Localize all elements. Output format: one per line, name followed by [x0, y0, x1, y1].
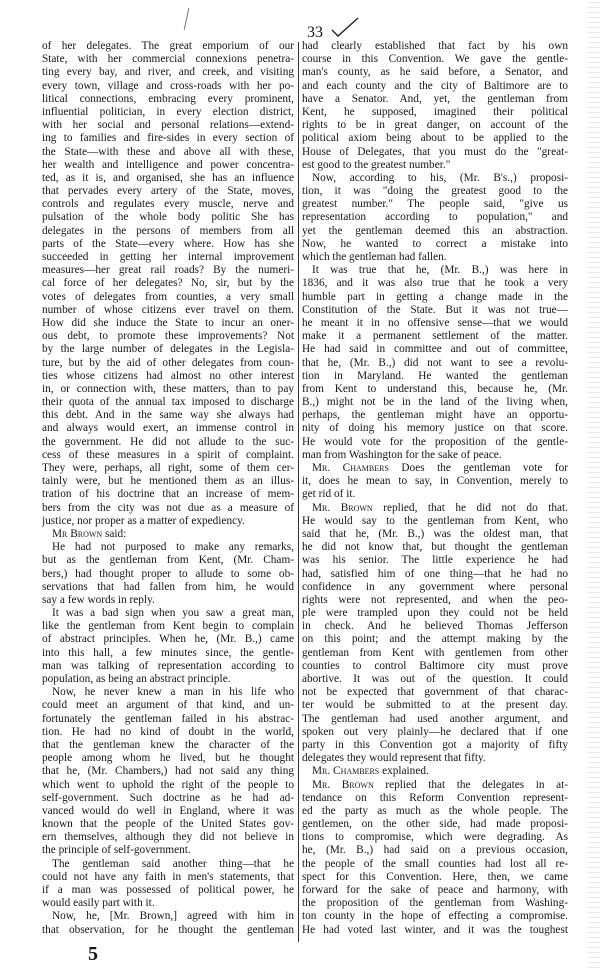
- text-line: [42, 251, 294, 264]
- page-edge: [588, 0, 600, 970]
- line-text: man's county, as he said before, a Senator, and: [302, 66, 568, 79]
- line-text: man was talking of representation according to: [42, 659, 294, 672]
- paragraph: [302, 502, 568, 766]
- text-line: [302, 264, 568, 277]
- speaker-name: Mr. Brown: [312, 501, 373, 514]
- text-line: [42, 871, 294, 884]
- line-text: servations that had fallen from him, he would: [42, 580, 294, 593]
- line-text: tion, it was "doing the greatest good to the: [302, 185, 568, 198]
- text-line: [302, 660, 568, 673]
- text-line: [42, 502, 294, 515]
- line-text: known that the people of the United States gov-: [42, 818, 294, 831]
- line-text: Now, according to his, (Mr. B's.,) proposi-: [312, 171, 568, 184]
- text-line: [302, 633, 568, 646]
- line-text: spect for this Convention. Here, then, we came: [302, 870, 568, 883]
- line-text: on this point; and the attempt making by the: [302, 633, 568, 646]
- text-line: [302, 409, 568, 422]
- line-text: and each county and the city of Baltimore are to: [302, 79, 568, 92]
- text-line: [42, 660, 294, 673]
- line-text: justice, nor proper as a matter of expediency.: [42, 514, 245, 527]
- text-line: [42, 106, 294, 119]
- text-line: [42, 765, 294, 778]
- line-text: ter would be submitted to at the present day.: [302, 699, 568, 712]
- text-line: [302, 752, 568, 765]
- text-line: [302, 475, 568, 488]
- text-line: [42, 607, 294, 620]
- line-text: that he, (Mr. B.,) did not want to see a revolu-: [302, 356, 568, 369]
- line-text: rights to be in great danger, on account of the: [302, 119, 568, 132]
- line-text: ous debt, to promote these improvements? Not: [42, 330, 294, 343]
- text-line: [302, 568, 568, 581]
- text-line: [42, 304, 294, 317]
- line-text: They were, perhaps, all right, some of them cer-: [42, 462, 294, 474]
- line-text: that observation, for he thought the gentleman: [42, 923, 294, 936]
- text-line: [42, 225, 294, 238]
- line-text: confidence in any government where personal: [302, 580, 568, 593]
- line-text: say a few words in reply.: [42, 593, 155, 606]
- line-text: he meant it in no offensive sense—that we would: [302, 316, 568, 329]
- text-line: [42, 752, 294, 765]
- text-line: [42, 831, 294, 844]
- text-line: [302, 317, 568, 330]
- line-text: Now, he, [Mr. Brown,] agreed with him in: [52, 910, 294, 923]
- text-line: [42, 739, 294, 752]
- line-text: est good to the greatest number.": [302, 158, 451, 171]
- text-line: [302, 897, 568, 910]
- text-line: [302, 396, 568, 409]
- text-line: [42, 264, 294, 277]
- text-line: [42, 818, 294, 831]
- line-text: ed the party as much as the whole people. The: [302, 804, 568, 817]
- column-rule: [298, 42, 299, 942]
- line-text: House of Delegates, that you must do the "great-: [302, 145, 568, 158]
- line-text: He would vote for the proposition of the gentle-: [302, 435, 568, 448]
- line-text: that the gentleman knew the character of the: [42, 738, 294, 751]
- text-line: [302, 449, 568, 462]
- line-text: yet the gentleman deemed this an abstraction.: [302, 224, 568, 237]
- line-text: ing to families and fire-sides in every section of: [42, 132, 294, 145]
- line-text: political axiom being about to be applied to the: [302, 132, 568, 145]
- line-text: Now, he wanted to correct a mistake into: [302, 237, 568, 250]
- line-text: the principle of self-government.: [42, 844, 191, 857]
- paragraph: [302, 779, 568, 937]
- paragraph: [42, 541, 294, 607]
- text-line: [302, 871, 568, 884]
- text-line: [42, 910, 294, 923]
- text-line: [42, 713, 294, 726]
- line-text: abortive. It was out of the question. It could: [302, 673, 568, 685]
- line-text: party in this Convention got a majority of fifty: [302, 738, 568, 751]
- text-line: [302, 805, 568, 818]
- line-text: He had said in committee and out of committee,: [302, 343, 568, 356]
- text-line: [42, 93, 294, 106]
- text-line: [302, 765, 568, 778]
- text-line: [302, 858, 568, 871]
- text-line: [302, 673, 568, 686]
- line-text: Now, he never knew a man in his life who: [52, 686, 294, 699]
- line-text: their quota of the annual tax imposed to discharge: [42, 396, 294, 409]
- text-line: [302, 370, 568, 383]
- paragraph: [302, 40, 568, 172]
- text-line: [302, 554, 568, 567]
- line-text: have a Senator. And, yet, the gentleman from: [302, 92, 568, 105]
- text-line: [302, 436, 568, 449]
- text-line: [302, 119, 568, 132]
- line-text: the proposition of the gentleman from Washing-: [302, 897, 568, 910]
- text-line: [302, 53, 568, 66]
- text-line: [302, 304, 568, 317]
- text-line: [302, 502, 568, 515]
- line-text: had clearly established that fact by his own: [302, 40, 568, 52]
- text-line: [42, 647, 294, 660]
- text-line: [302, 739, 568, 752]
- text-line: [42, 119, 294, 132]
- text-line: [42, 844, 294, 857]
- text-line: [42, 726, 294, 739]
- line-text: gentleman from Kent with gentlemen from other: [302, 646, 568, 659]
- text-line: [302, 594, 568, 607]
- text-line: [42, 238, 294, 251]
- speaker-name: Mr. Chambers: [312, 765, 380, 778]
- text-line: [302, 330, 568, 343]
- line-text: in, or connection with, these matters, than to pay: [42, 382, 294, 395]
- line-text: bers from the city was not due as a measure of: [42, 501, 294, 514]
- text-line: [302, 225, 568, 238]
- text-line: [302, 607, 568, 620]
- line-text: measures—her great rail roads? By the numeri-: [42, 264, 294, 277]
- line-text: could not have any faith in men's statements, that: [42, 870, 294, 883]
- text-line: [302, 884, 568, 897]
- text-line: [302, 779, 568, 792]
- text-line: [42, 541, 294, 554]
- line-text: tendance on this Reform Convention represent-: [302, 791, 568, 804]
- text-line: [42, 620, 294, 633]
- page-number: 33: [307, 24, 323, 41]
- line-text: could meet an argument of that kind, and un-: [42, 699, 294, 712]
- line-text: perhaps, the gentleman might have an opportu-: [302, 409, 568, 422]
- text-line: [302, 831, 568, 844]
- text-line: [302, 132, 568, 145]
- line-text: greatest number." The people said, "give us: [302, 198, 568, 211]
- line-text: get rid of it.: [302, 488, 356, 501]
- line-text: Kent, he supposed, imagined their political: [302, 105, 568, 118]
- line-text: population, as being an abstract principle.: [42, 673, 231, 685]
- line-text: ture, but by the aid of other delegates from coun-: [42, 356, 294, 369]
- line-text: of abstract principles. When he, (Mr. B.,) came: [42, 633, 294, 646]
- line-text: it, does he mean to say, in Convention, merely to: [302, 475, 568, 488]
- text-line: [42, 858, 294, 871]
- line-text: succeeded in getting her internal improvement: [42, 251, 294, 263]
- line-text: not be expected that government of that charac-: [302, 686, 568, 699]
- line-text: the people of the small counties had lost all re-: [302, 857, 568, 870]
- line-text: he, (Mr. B.,) had said on a previous occasion,: [302, 844, 568, 857]
- text-line: [42, 159, 294, 172]
- text-line: [42, 673, 294, 686]
- line-text: had, satisfied him of one thing—that he had no: [302, 567, 568, 580]
- line-text: that he, (Mr. Chambers,) had not said any thing: [42, 765, 294, 778]
- text-line: [42, 554, 294, 567]
- line-text: Does the gentleman vote for: [388, 462, 568, 474]
- text-line: [42, 436, 294, 449]
- line-text: He would say to the gentleman from Kent, who: [302, 514, 568, 527]
- paragraph: [302, 264, 568, 462]
- text-line: [302, 146, 568, 159]
- text-line: [302, 343, 568, 356]
- line-text: and always would exert, an immense control in: [42, 422, 294, 435]
- line-text: parts of the State—every where. How has she: [42, 237, 294, 250]
- text-line: [42, 924, 294, 937]
- line-text: delegates in the persons of members from all: [42, 224, 294, 237]
- text-line: [302, 172, 568, 185]
- text-line: [302, 159, 568, 172]
- paragraph: [42, 40, 294, 528]
- line-text: ting every bay, and river, and creek, and visiting: [42, 66, 294, 79]
- text-line: [302, 422, 568, 435]
- text-line: [302, 211, 568, 224]
- text-line: [42, 422, 294, 435]
- text-line: [42, 198, 294, 211]
- line-text: State, with her commercial connexions penetra-: [42, 53, 294, 66]
- text-line: [302, 383, 568, 396]
- line-text: litical connections, embracing every prominent,: [42, 92, 294, 105]
- line-text: cess of these measures in a spirit of complaint.: [42, 448, 294, 461]
- line-text: tion in Maryland. He wanted the gentleman: [302, 369, 568, 382]
- paragraph: [42, 910, 294, 936]
- line-text: explained.: [379, 765, 429, 778]
- line-text: nity of doing his memory justice on that score.: [302, 422, 568, 435]
- paragraph: [42, 528, 294, 541]
- line-text: replied, that he did not do that.: [372, 501, 568, 514]
- paragraph: [42, 607, 294, 686]
- text-line: [42, 40, 294, 53]
- line-text: How did she induce the State to incur an oner-: [42, 316, 294, 329]
- text-line: [42, 80, 294, 93]
- line-text: pulsation of the whole body politic She has: [42, 211, 294, 224]
- line-text: fortunately the gentleman failed in his abstrac-: [42, 712, 294, 725]
- text-line: [42, 343, 294, 356]
- line-text: the government. He did not allude to the suc-: [42, 435, 294, 448]
- text-line: [42, 779, 294, 792]
- line-text: bers,) had thought proper to allude to some ob-: [42, 567, 294, 580]
- text-line: [42, 594, 294, 607]
- line-text: tration of his doctrine that an increase of mem-: [42, 488, 294, 501]
- line-text: the State—with these and above all with these,: [42, 145, 294, 158]
- pencil-mark: [184, 8, 190, 30]
- text-line: [42, 488, 294, 501]
- text-line: [302, 66, 568, 79]
- text-line: [42, 330, 294, 343]
- line-text: 1836, and it was also true that he took a very: [302, 277, 568, 290]
- line-text: ties whose citizens had almost no other interest: [42, 369, 294, 382]
- left-column: [42, 40, 294, 937]
- line-text: would easily part with it.: [42, 897, 155, 910]
- text-line: [302, 515, 568, 528]
- line-text: make it a permanent settlement of the matter.: [302, 330, 568, 343]
- line-text: ted, as it is, and organised, she has an influence: [42, 171, 294, 184]
- text-line: [302, 291, 568, 304]
- text-line: [42, 146, 294, 159]
- text-line: [302, 581, 568, 594]
- line-text: said that he, (Mr. B.,) was the oldest man, that: [302, 527, 568, 540]
- line-text: man from Washington for the sake of peace.: [302, 448, 502, 461]
- text-line: [42, 475, 294, 488]
- text-line: [42, 66, 294, 79]
- line-text: said:: [102, 527, 127, 540]
- line-text: gentlemen, on the other side, had made proposi-: [302, 818, 568, 831]
- text-line: [42, 515, 294, 528]
- line-text: Constitution of the State. But it was not true—: [302, 303, 568, 316]
- line-text: The gentleman had used another argument, and: [302, 712, 568, 725]
- text-line: [302, 93, 568, 106]
- line-text: he did not know that, but thought the gentleman: [302, 541, 568, 554]
- line-text: He had voted last winter, and it was the toughest: [302, 923, 568, 936]
- speaker-name: Mr Brown: [52, 527, 103, 540]
- line-text: in check. And he believed Thomas Jefferson: [302, 620, 568, 633]
- text-line: [302, 251, 568, 264]
- text-line: [302, 277, 568, 290]
- speaker-name: Mr. Chambers: [312, 462, 389, 474]
- line-text: rights were not represented, and when the peo-: [302, 593, 568, 606]
- line-text: delegates they would represent that fifty.: [302, 752, 486, 765]
- text-line: [302, 357, 568, 370]
- text-line: [302, 924, 568, 937]
- line-text: The gentleman said another thing—that he: [52, 857, 294, 870]
- text-line: [302, 238, 568, 251]
- line-text: every town, village and cross-roads with her po-: [42, 79, 294, 92]
- text-line: [42, 357, 294, 370]
- line-text: ple were trampled upon they could not be held: [302, 607, 568, 620]
- text-line: [42, 277, 294, 290]
- line-text: He had not purposed to make any remarks,: [52, 541, 294, 554]
- text-line: [42, 291, 294, 304]
- text-line: [302, 699, 568, 712]
- line-text: with her social and personal relations—extend-: [42, 119, 294, 132]
- paragraph: [42, 858, 294, 911]
- line-text: B.,) might not be in the land of the living when,: [302, 396, 568, 409]
- text-line: [42, 211, 294, 224]
- right-column: [302, 40, 568, 937]
- paragraph: [42, 686, 294, 857]
- line-text: tion. He had no kind of doubt in the world,: [42, 725, 294, 738]
- line-text: ton county in the hope of effecting a compromise.: [302, 910, 568, 923]
- text-line: [302, 198, 568, 211]
- line-text: which the gentleman had fallen.: [302, 251, 447, 263]
- line-text: It was true that he, (Mr. B.,) was here in: [312, 264, 568, 277]
- paragraph: [302, 462, 568, 502]
- line-text: controls and regulates every muscle, nerve and: [42, 198, 294, 211]
- text-line: [302, 185, 568, 198]
- line-text: people among whom he lived, but he thought: [42, 752, 294, 765]
- text-line: [302, 40, 568, 53]
- text-line: [42, 409, 294, 422]
- line-text: course in this Convention. We gave the gentle-: [302, 53, 568, 66]
- text-line: [42, 396, 294, 409]
- text-line: [302, 462, 568, 475]
- text-line: [42, 792, 294, 805]
- line-text: if a man was possessed of political power, he: [42, 884, 294, 896]
- line-text: influential politician, in every election district,: [42, 105, 294, 118]
- paragraph: [302, 765, 568, 778]
- text-line: [302, 713, 568, 726]
- signature-mark: 5: [88, 943, 98, 965]
- line-text: cal force of her delegates? No, sir, but by the: [42, 277, 294, 290]
- speaker-name: Mr. Brown: [312, 778, 374, 791]
- line-text: which went to uphold the right of the people to: [42, 778, 294, 791]
- line-text: tions to compromise, which were degrading. As: [302, 831, 568, 844]
- checkmark-icon: [330, 16, 360, 38]
- text-line: [302, 620, 568, 633]
- text-line: [42, 132, 294, 145]
- line-text: It was a bad sign when you saw a great man,: [52, 607, 294, 620]
- text-line: [42, 383, 294, 396]
- text-line: [42, 172, 294, 185]
- line-text: this debt. And in the same way she always had: [42, 409, 294, 422]
- line-text: of her delegates. The great emporium of our: [42, 40, 294, 52]
- text-line: [302, 106, 568, 119]
- paragraph: [302, 172, 568, 264]
- text-line: [42, 53, 294, 66]
- line-text: ern themselves, although they did not believe in: [42, 831, 294, 844]
- text-line: [42, 462, 294, 475]
- text-line: [42, 805, 294, 818]
- text-line: [42, 449, 294, 462]
- text-line: [302, 686, 568, 699]
- text-line: [302, 844, 568, 857]
- text-line: [302, 910, 568, 923]
- text-line: [302, 488, 568, 501]
- text-line: [302, 818, 568, 831]
- text-line: [42, 185, 294, 198]
- text-line: [302, 528, 568, 541]
- line-text: her wealth and intelligence and power concentra-: [42, 158, 294, 171]
- line-text: number of whose citizens ever travel on them.: [42, 303, 294, 316]
- line-text: was his senior. The little experience he had: [302, 554, 568, 567]
- text-line: [42, 581, 294, 594]
- text-line: [42, 699, 294, 712]
- line-text: into this hall, a few minutes since, the gentle-: [42, 646, 294, 659]
- line-text: forward for the sake of peace and harmony, with: [302, 884, 568, 896]
- text-line: [42, 884, 294, 897]
- text-line: [42, 317, 294, 330]
- line-text: but as the gentleman from Kent, (Mr. Cham-: [42, 554, 294, 567]
- line-text: like the gentleman from Kent begin to complain: [42, 620, 294, 633]
- text-line: [42, 686, 294, 699]
- line-text: spoken out very plainly—he declared that if one: [302, 725, 568, 738]
- text-line: [302, 541, 568, 554]
- text-line: [302, 80, 568, 93]
- line-text: representation according to population," and: [302, 211, 568, 224]
- text-line: [42, 633, 294, 646]
- line-text: vanced would do well in England, where it was: [42, 804, 294, 817]
- text-line: [42, 528, 294, 541]
- line-text: from Kent to understand this, because he, (Mr.: [302, 382, 568, 395]
- text-line: [42, 370, 294, 383]
- text-line: [42, 568, 294, 581]
- text-line: [302, 726, 568, 739]
- line-text: that pervades every artery of the State, moves,: [42, 185, 294, 198]
- text-line: [302, 647, 568, 660]
- line-text: humble part in getting a change made in the: [302, 290, 568, 303]
- line-text: by the large number of delegates in the Legisla-: [42, 343, 294, 356]
- line-text: replied that the delegates in at-: [373, 778, 568, 791]
- line-text: votes of delegates from counties, a very small: [42, 290, 294, 303]
- text-line: [42, 897, 294, 910]
- line-text: self-government. Such doctrine as he had ad-: [42, 791, 294, 804]
- line-text: counties to control Baltimore city must prove: [302, 659, 568, 672]
- line-text: tainly were, but he mentioned them as an illus-: [42, 475, 294, 488]
- text-line: [302, 792, 568, 805]
